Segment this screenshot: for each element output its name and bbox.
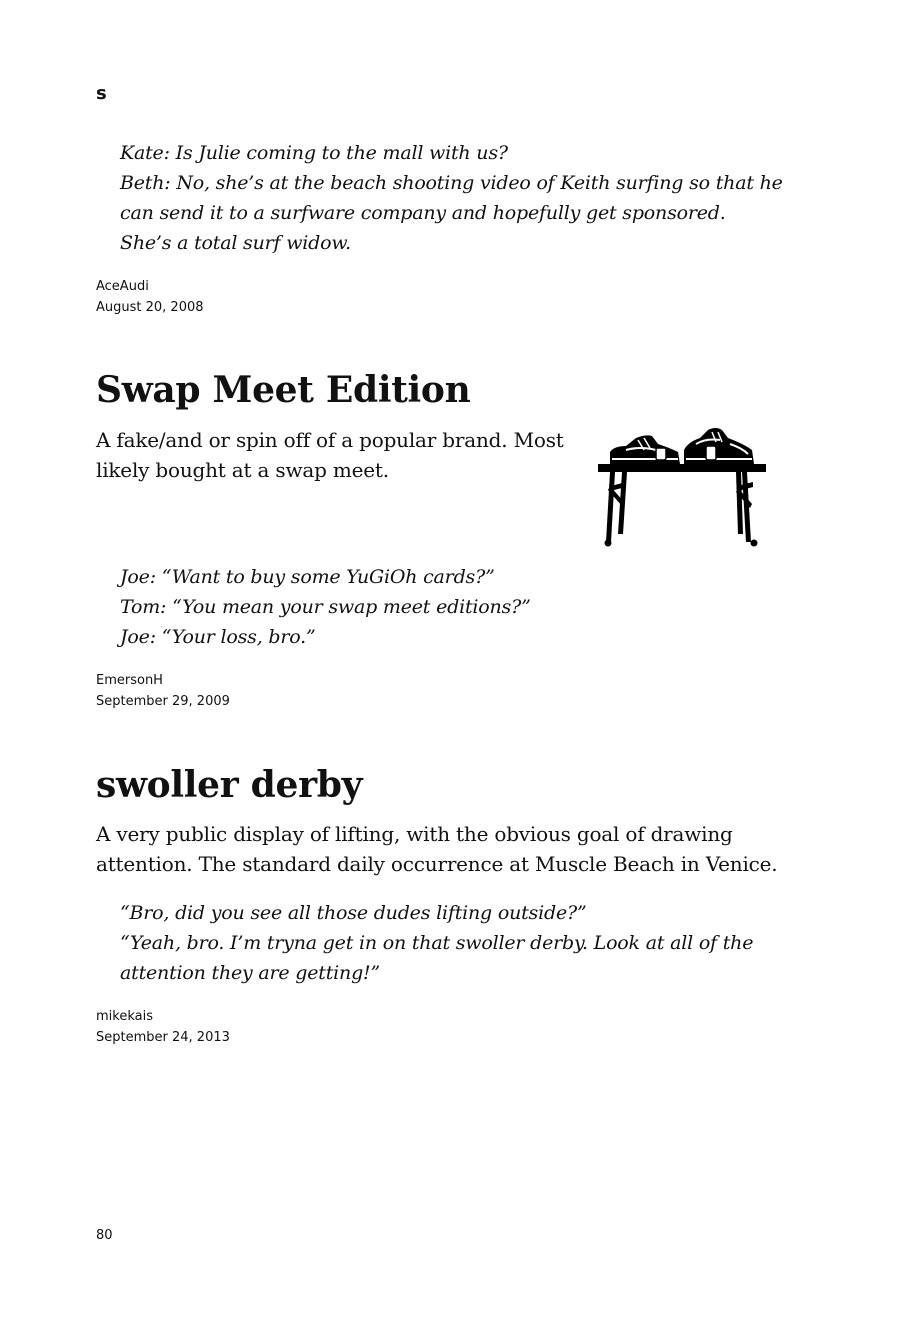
example-line: Tom: “You mean your swap meet editions?” <box>120 596 531 618</box>
definition-line: attention. The standard daily occurrence at Muscle Beach in Venice. <box>96 852 778 876</box>
definition-line: A fake/and or spin off of a popular brand. Most <box>96 428 564 452</box>
example-line: Kate: Is Julie coming to the mall with us? <box>120 142 508 164</box>
definition-line: A very public display of lifting, with the obvious goal of drawing <box>96 822 733 846</box>
author: EmersonH <box>96 673 163 688</box>
author: mikekais <box>96 1009 153 1024</box>
author: AceAudi <box>96 279 149 294</box>
date: September 24, 2013 <box>96 1030 230 1045</box>
entry-meta <box>96 1006 230 1048</box>
shoes-on-table-icon <box>596 424 768 550</box>
example-line: Joe: “Want to buy some YuGiOh cards?” <box>120 566 495 588</box>
date: September 29, 2009 <box>96 694 230 709</box>
definition <box>96 819 777 879</box>
example-line: Beth: No, she’s at the beach shooting video of Keith surfing so that he <box>120 172 783 194</box>
example-line: can send it to a surfware company and hopefully get sponsored. <box>120 202 726 224</box>
entry-meta <box>96 670 230 712</box>
example-line: She’s a total surf widow. <box>120 232 351 254</box>
page-number: 80 <box>96 1228 113 1243</box>
example-line: “Bro, did you see all those dudes lifting outside?” <box>120 902 587 924</box>
headword: Swap Meet Edition <box>96 369 471 411</box>
example-quote <box>120 562 531 652</box>
definition-line: likely bought at a swap meet. <box>96 458 389 482</box>
example-quote <box>120 898 753 988</box>
example-line: “Yeah, bro. I’m tryna get in on that swoller derby. Look at all of the <box>120 932 754 954</box>
definition <box>96 425 564 485</box>
headword: swoller derby <box>96 764 363 806</box>
date: August 20, 2008 <box>96 300 204 315</box>
example-quote <box>120 138 783 258</box>
section-letter: s <box>96 83 107 104</box>
entry-meta <box>96 276 204 318</box>
example-line: Joe: “Your loss, bro.” <box>120 626 316 648</box>
example-line: attention they are getting!” <box>120 962 380 984</box>
